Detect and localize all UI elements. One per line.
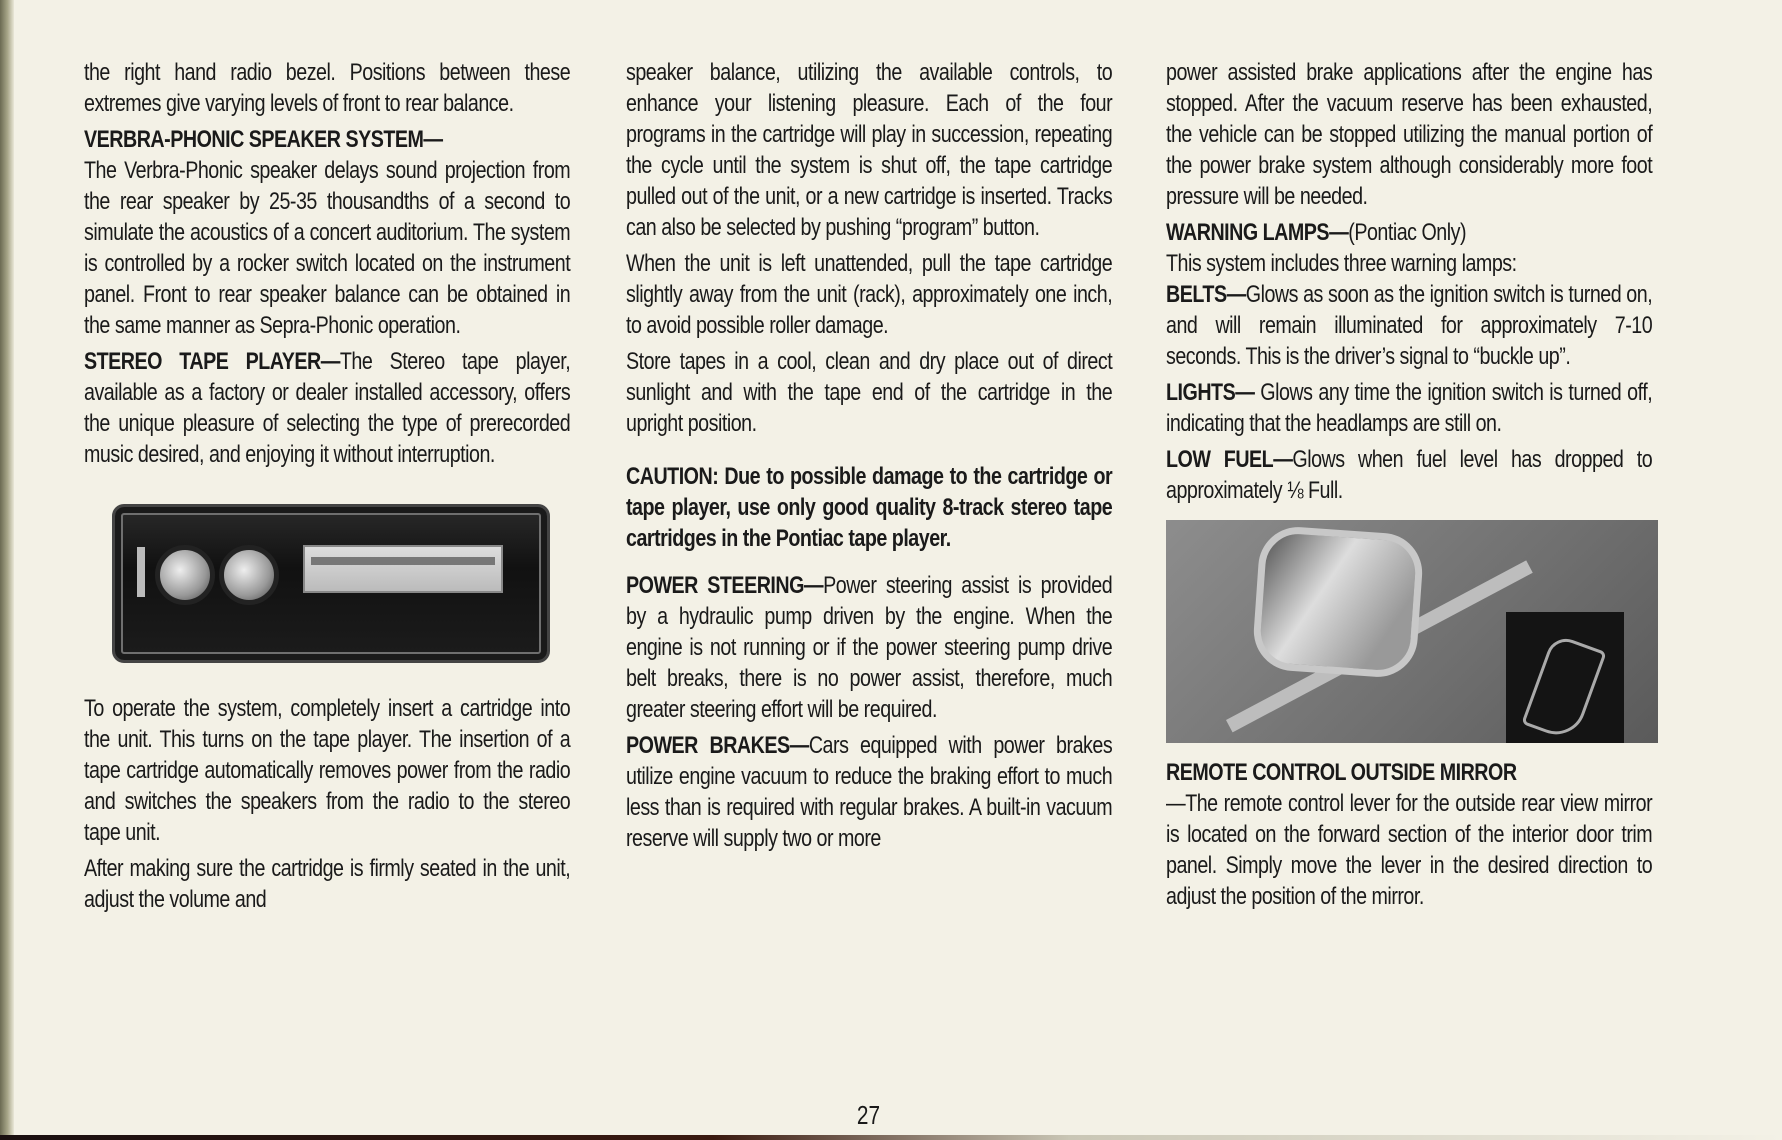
mirror-section-heading: REMOTE CONTROL OUTSIDE MIRROR bbox=[1166, 759, 1517, 786]
cartridge-slot-illustration bbox=[303, 545, 503, 593]
item-body: Glows any time the ignition switch is turned off, indicating that the headlamps are still on. bbox=[1166, 379, 1653, 437]
item-heading: LOW FUEL— bbox=[1166, 446, 1293, 473]
column-left bbox=[84, 57, 570, 920]
section-heading: VERBRA-PHONIC SPEAKER SYSTEM— bbox=[84, 126, 443, 153]
outside-mirror-image bbox=[1166, 520, 1658, 743]
item-heading: LIGHTS— bbox=[1166, 379, 1255, 406]
tape-player-image bbox=[84, 504, 570, 663]
section-body: Cars equipped with power brakes utilize engine vacuum to reduce the braking effort to much less than is required with regular brakes. A built-in vacuum reserve will supply two or more bbox=[626, 732, 1113, 852]
section-body: Power steering assist is provided by a hydraulic pump driven by the engine. When the engine is not running or if the power steering pump drive belt breaks, there is no power assist, therefore, much greater steering effort will be required. bbox=[626, 572, 1113, 723]
section-body: The Verbra-Phonic speaker delays sound projection from the rear speaker by 25-35 thousandths of a second to simulate the acoustics of a concert auditorium. The system is controlled by a rocker switch located on the instrument panel. Front to rear speaker balance can be obtained in the same manner as Sepra-Phonic operation. bbox=[84, 157, 571, 339]
section-note: (Pontiac Only) bbox=[1348, 219, 1467, 246]
column-middle bbox=[626, 57, 1112, 859]
belts-lamp-item bbox=[1166, 279, 1652, 372]
power-brakes-section bbox=[626, 730, 1112, 854]
section-heading: WARNING LAMPS— bbox=[1166, 219, 1349, 246]
section-heading: POWER STEERING— bbox=[626, 572, 824, 599]
paragraph: speaker balance, utilizing the available controls, to enhance your listening pleasure. Each of the four programs in the cartridge will play in succession, repeating the cycle until the system is shut off, the tape cartridge pulled out of the unit, or a new cartridge is inserted. Tracks can also be selected by pushing “program” button. bbox=[626, 59, 1113, 241]
paragraph: Store tapes in a cool, clean and dry place out of direct sunlight and with the tape end of the cartridge in the upright position. bbox=[626, 348, 1113, 437]
page-binding-edge bbox=[0, 0, 14, 1140]
verbra-phonic-section bbox=[84, 124, 570, 341]
page-bottom-edge bbox=[0, 1135, 1782, 1140]
lights-lamp-item bbox=[1166, 377, 1652, 439]
paragraph: After making sure the cartridge is firmly seated in the unit, adjust the volume and bbox=[84, 855, 571, 913]
section-intro: This system includes three warning lamps: bbox=[1166, 250, 1517, 277]
page-number: 27 bbox=[856, 1100, 881, 1130]
item-heading: BELTS— bbox=[1166, 281, 1246, 308]
warning-lamps-heading bbox=[1166, 217, 1652, 279]
item-body: Glows when fuel level has dropped to approximately ⅛ Full. bbox=[1166, 446, 1653, 504]
mirror-illustration bbox=[1251, 524, 1425, 679]
mirror-section-body: —The remote control lever for the outside rear view mirror is located on the forward section of the interior door trim panel. Simply move the lever in the desired direction to adjust the position of the mirror. bbox=[1166, 790, 1653, 910]
volume-knob-illustration bbox=[155, 545, 215, 605]
brand-label bbox=[137, 547, 145, 597]
paragraph: When the unit is left unattended, pull the tape cartridge slightly away from the unit (rack), approximately one inch, to avoid possible roller damage. bbox=[626, 250, 1113, 339]
power-steering-section bbox=[626, 570, 1112, 725]
item-body: Glows as soon as the ignition switch is turned on, and will remain illuminated for approximately 7-10 seconds. This is the driver’s signal to “buckle up”. bbox=[1166, 281, 1653, 370]
low-fuel-lamp-item bbox=[1166, 444, 1652, 506]
balance-knob-illustration bbox=[219, 545, 279, 605]
stereo-tape-section bbox=[84, 346, 570, 470]
tape-player-illustration bbox=[112, 504, 550, 663]
paragraph: power assisted brake applications after the engine has stopped. After the vacuum reserve has been exhausted, the vehicle can be stopped utilizing the manual portion of the power brake system although considerably more foot pressure will be needed. bbox=[1166, 59, 1653, 210]
paragraph: the right hand radio bezel. Positions between these extremes give varying levels of front to rear balance. bbox=[84, 59, 571, 117]
column-right bbox=[1166, 57, 1652, 917]
section-heading: POWER BRAKES— bbox=[626, 732, 809, 759]
paragraph: To operate the system, completely insert a cartridge into the unit. This turns on the tape player. The insertion of a tape cartridge automatically removes power from the radio and switches the speakers from the radio to the stereo tape unit. bbox=[84, 695, 571, 846]
section-body: The Stereo tape player, available as a factory or dealer installed accessory, offers the unique pleasure of selecting the type of prerecorded music desired, and enjoying it without interruption. bbox=[84, 348, 571, 468]
section-heading: STEREO TAPE PLAYER— bbox=[84, 348, 340, 375]
caution-notice: CAUTION: Due to possible damage to the cartridge or tape player, use only good quality 8-track stereo tape cartridges in the Pontiac tape player. bbox=[626, 463, 1113, 552]
